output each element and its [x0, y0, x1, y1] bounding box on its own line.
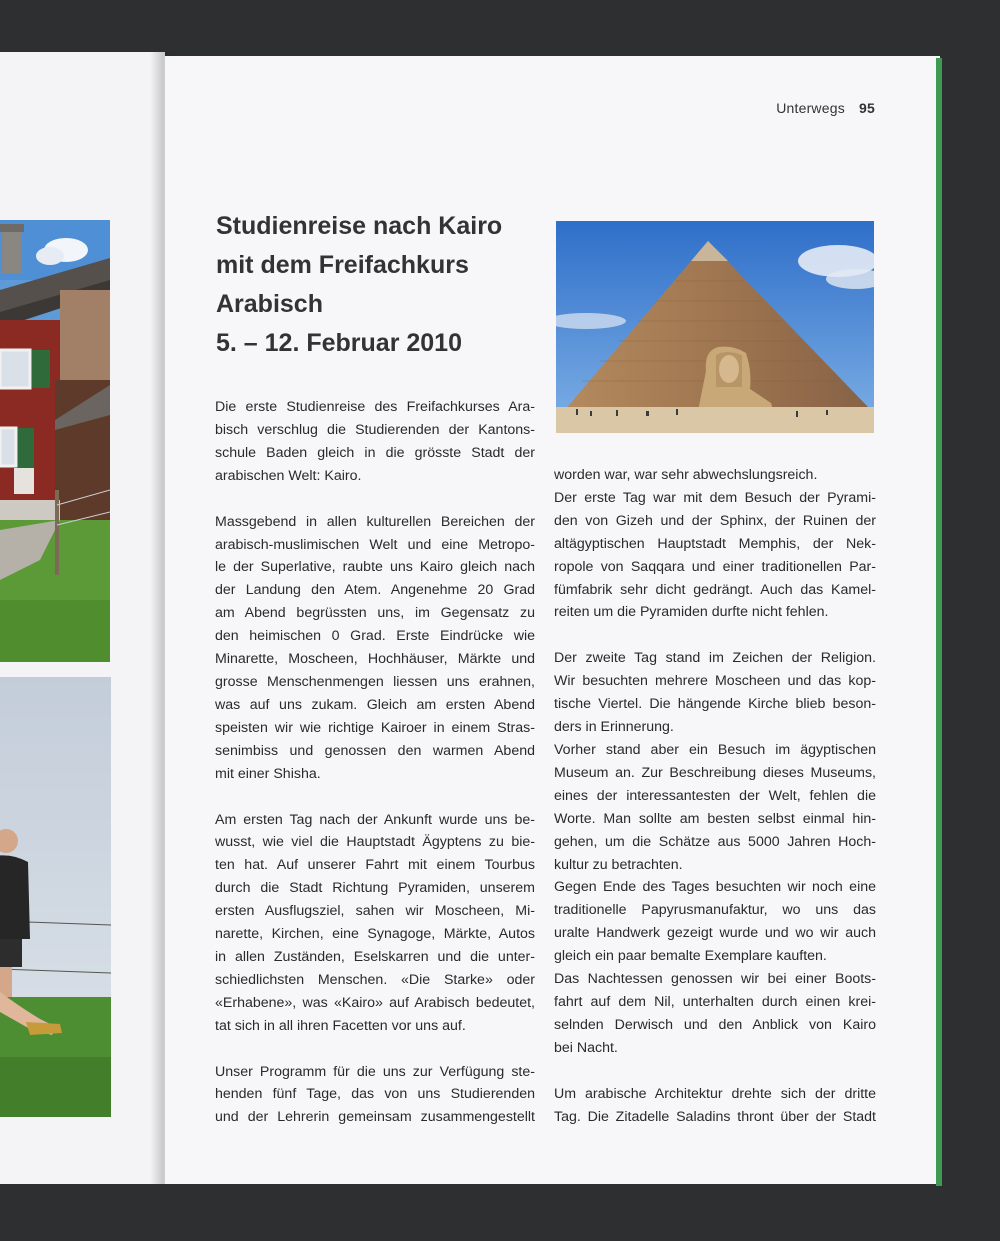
text-line: den von Gizeh und der Sphinx, der Ruinen der	[554, 512, 876, 529]
running-header	[776, 100, 875, 116]
text-line: traditionelle Papyrusmanufaktur, wo uns das	[554, 902, 876, 919]
text-line: bisch verschlug die Studierenden der Kantons-	[215, 421, 535, 438]
text-line: worden war, war sehr abwechslungsreich.	[554, 467, 818, 483]
pyramid-sphinx-photo	[556, 221, 874, 433]
text-line: arabisch-muslimischen Welt und eine Metropo-	[215, 536, 535, 553]
text-line: senimbiss und genossen den warmen Abend	[215, 742, 535, 759]
article-title	[216, 207, 546, 363]
text-line: reiten um die Pyramiden durfte nicht fehlen.	[554, 604, 829, 621]
hikers-photo	[0, 677, 111, 1117]
text-line: und der Lehrerin gemeinsam zusammengestellt	[215, 1109, 535, 1126]
title-line: mit dem Freifachkurs	[216, 251, 469, 279]
text-line: Unser Programm für die uns zur Verfügung ste-	[215, 1063, 535, 1080]
page-number: 95	[859, 100, 875, 116]
title-date: 5. – 12. Februar 2010	[216, 329, 462, 357]
text-line: arabischen Welt: Kairo.	[215, 467, 362, 484]
text-line: Worte. Man sollte am besten selbst einmal hin-	[554, 810, 876, 827]
text-line: kultur zu betrachten.	[554, 856, 683, 873]
text-line: Am ersten Tag nach der Ankunft wurde uns be-	[215, 811, 535, 828]
text-line: durch die Stadt Richtung Pyramiden, unserem	[215, 880, 535, 897]
paragraph-gap	[215, 786, 535, 809]
text-line: bei Nacht.	[554, 1039, 618, 1056]
text-line: Der zweite Tag stand im Zeichen der Religion.	[554, 650, 876, 667]
text-line: Tag. Die Zitadelle Saladins thront über der Stadt	[554, 1108, 876, 1125]
text-line: ersten Ausflugsziel, sahen wir Moscheen, Mi-	[215, 903, 535, 920]
text-line: henden fünf Tage, das von uns Studierenden	[215, 1086, 535, 1103]
text-line: Wir besuchten mehrere Moscheen und das kop-	[554, 673, 876, 690]
text-line: uralte Handwerk gezeigt wurde und wo wir auch	[554, 925, 876, 942]
text-line: ten hat. Auf unserer Fahrt mit einem Tourbus	[215, 857, 535, 874]
title-line: Arabisch	[216, 290, 323, 318]
text-line: Massgebend in allen kulturellen Bereichen der	[215, 513, 535, 530]
text-line: Der erste Tag war mit dem Besuch der Pyrami-	[554, 489, 876, 506]
text-line: in allen Zuständen, Eselskarren und die unter-	[215, 948, 535, 965]
text-line: Museum an. Zur Beschreibung dieses Museums,	[554, 764, 876, 781]
text-line: eines der interessantesten der Welt, fehlen die	[554, 787, 876, 804]
text-line: speisten wir wie richtige Kairoer in einem Stras-	[215, 719, 535, 736]
text-line: tat sich in all ihren Facetten vor uns auf.	[215, 1017, 466, 1034]
paragraph-gap	[554, 624, 876, 647]
section-title: Unterwegs	[776, 100, 845, 116]
text-line: gehen, um die Schätze aus 5000 Jahren Hoch-	[554, 833, 876, 850]
text-line: Um arabische Architektur drehte sich der dritte	[554, 1085, 876, 1102]
title-line: Studienreise nach Kairo	[216, 212, 503, 240]
text-column-right	[554, 464, 876, 1128]
text-column-left	[215, 396, 535, 1129]
text-line: schule Baden gleich in die grösste Stadt der	[215, 444, 535, 461]
text-line: le der Superlative, raubte uns Kairo gleich nach	[215, 559, 535, 576]
text-line: wusst, wie viel die Hauptstadt Ägyptens zu bie-	[215, 834, 535, 851]
text-line: fahrt auf dem Nil, unterhalten durch einen krei-	[554, 993, 876, 1010]
text-line: ders in Erinnerung.	[554, 719, 674, 736]
text-line: gleich ein paar bemalte Exemplare kauften.	[554, 948, 827, 965]
text-line: schiedlichsten Menschen. «Die Starke» oder	[215, 971, 535, 988]
house-photo	[0, 220, 110, 662]
text-line: narette, Kirchen, eine Synagoge, Märkte, Autos	[215, 926, 535, 943]
text-line: grosse Menschenmengen liessen uns erahnen,	[215, 673, 535, 690]
paragraph-gap	[215, 488, 535, 511]
paragraph-gap	[554, 1060, 876, 1083]
text-line: «Erhabene», was «Kairo» auf Arabisch bedeutet,	[215, 994, 535, 1011]
text-line: altägyptischen Hauptstadt Memphis, der Nek-	[554, 535, 876, 552]
text-line: den heimischen 0 Grad. Erste Eindrücke wie	[215, 628, 535, 645]
text-line: fümfabrik sehr dicht gedrängt. Auch das Kamel-	[554, 581, 876, 598]
text-line: tische Viertel. Die hängende Kirche blieb beson-	[554, 696, 876, 713]
text-line: selnden Derwisch und den Anblick von Kairo	[554, 1016, 876, 1033]
text-line: Die erste Studienreise des Freifachkurses Ara-	[215, 399, 535, 415]
text-line: Minarette, Moscheen, Hochhäuser, Märkte und	[215, 651, 535, 668]
text-line: am Abend begrüssten uns, im Gegensatz zu	[215, 605, 535, 622]
text-line: Vorher stand aber ein Besuch im ägyptischen	[554, 741, 876, 758]
text-line: der Landung den Atem. Angenehme 20 Grad	[215, 582, 535, 599]
text-line: mit einer Shisha.	[215, 765, 321, 782]
text-line: ropole von Saqqara und einer traditionellen Par-	[554, 558, 876, 575]
text-line: was auf uns zukam. Gleich am ersten Abend	[215, 696, 535, 713]
text-line: Gegen Ende des Tages besuchten wir noch eine	[554, 879, 876, 896]
text-line: Das Nachtessen genossen wir bei einer Boots-	[554, 971, 876, 988]
paragraph-gap	[215, 1038, 535, 1061]
page-edge-stripe	[936, 58, 942, 1186]
